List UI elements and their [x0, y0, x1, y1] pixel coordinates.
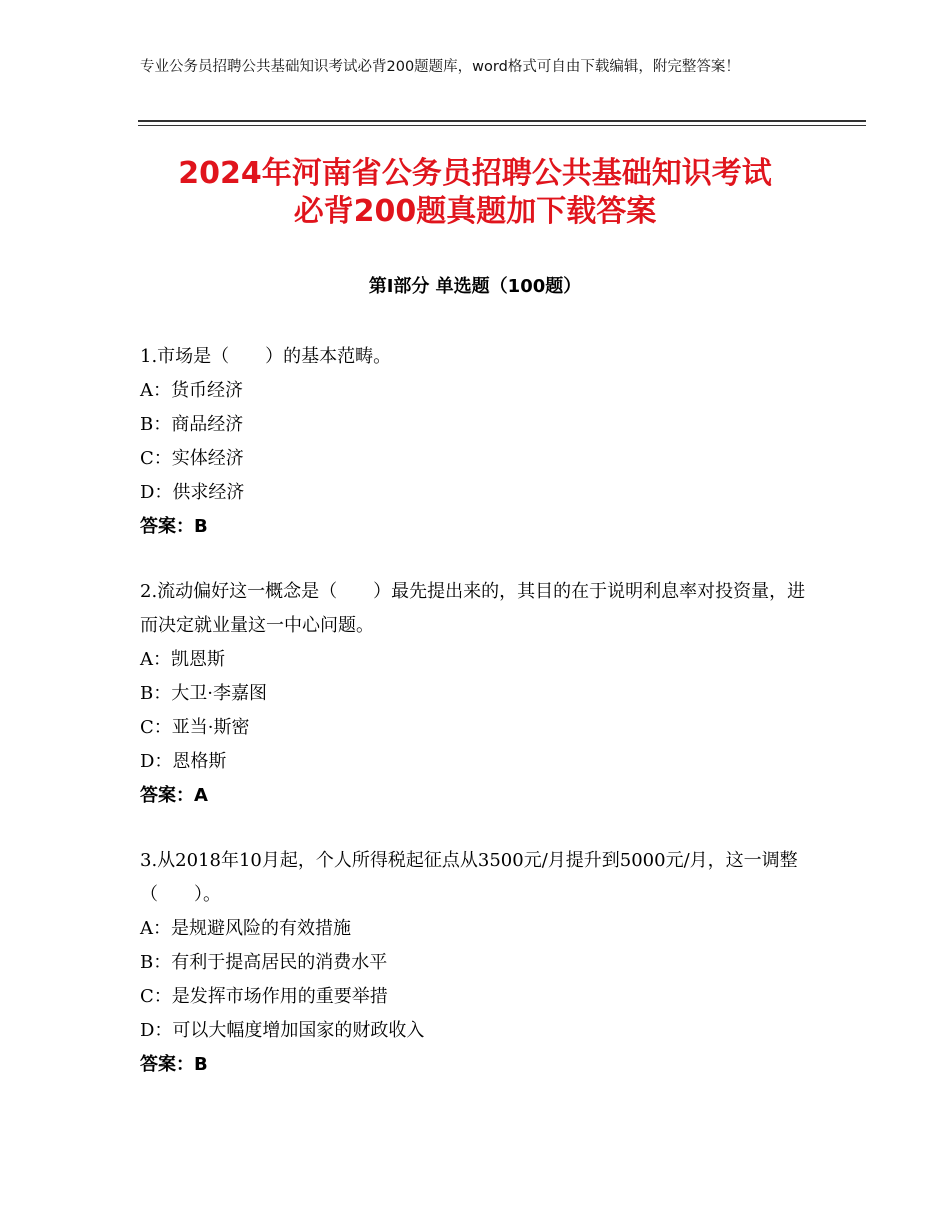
document-title — [100, 155, 850, 231]
question-list — [140, 340, 820, 1113]
answer-line: 答案：B — [140, 516, 208, 537]
option-b: B：大卫·李嘉图 — [140, 683, 267, 704]
question-1 — [140, 340, 820, 544]
question-stem: 2.流动偏好这一概念是（ ）最先提出来的，其目的在于说明利息率对投资量，进而决定就业量这一中心问题。 — [140, 581, 806, 636]
answer-line: 答案：B — [140, 1054, 208, 1075]
question-stem: 1.市场是（ ）的基本范畴。 — [140, 346, 392, 367]
option-c: C：是发挥市场作用的重要举措 — [140, 986, 388, 1007]
option-d: D：供求经济 — [140, 482, 245, 503]
page-header-note: 专业公务员招聘公共基础知识考试必背200题题库，word格式可自由下载编辑，附完整答案！ — [140, 59, 740, 75]
answer-line: 答案：A — [140, 785, 208, 806]
option-d: D：恩格斯 — [140, 751, 227, 772]
option-d: D：可以大幅度增加国家的财政收入 — [140, 1020, 425, 1041]
question-2 — [140, 575, 820, 813]
option-a: A：凯恩斯 — [140, 649, 225, 670]
document-title-line-2: 必背200题真题加下载答案 — [293, 194, 657, 229]
option-b: B：有利于提高居民的消费水平 — [140, 952, 388, 973]
option-c: C：亚当·斯密 — [140, 717, 250, 738]
option-a: A：是规避风险的有效措施 — [140, 918, 351, 939]
section-title: 第Ⅰ部分 单选题（100题） — [368, 276, 582, 297]
option-a: A：货币经济 — [140, 380, 243, 401]
question-3 — [140, 844, 820, 1082]
option-b: B：商品经济 — [140, 414, 244, 435]
header-divider — [138, 120, 866, 122]
header-divider-thin — [138, 125, 866, 126]
option-c: C：实体经济 — [140, 448, 244, 469]
document-title-line-1: 2024年河南省公务员招聘公共基础知识考试 — [178, 156, 772, 191]
question-stem: 3.从2018年10月起，个人所得税起征点从3500元/月提升到5000元/月，这一调整（ ）。 — [140, 850, 798, 905]
